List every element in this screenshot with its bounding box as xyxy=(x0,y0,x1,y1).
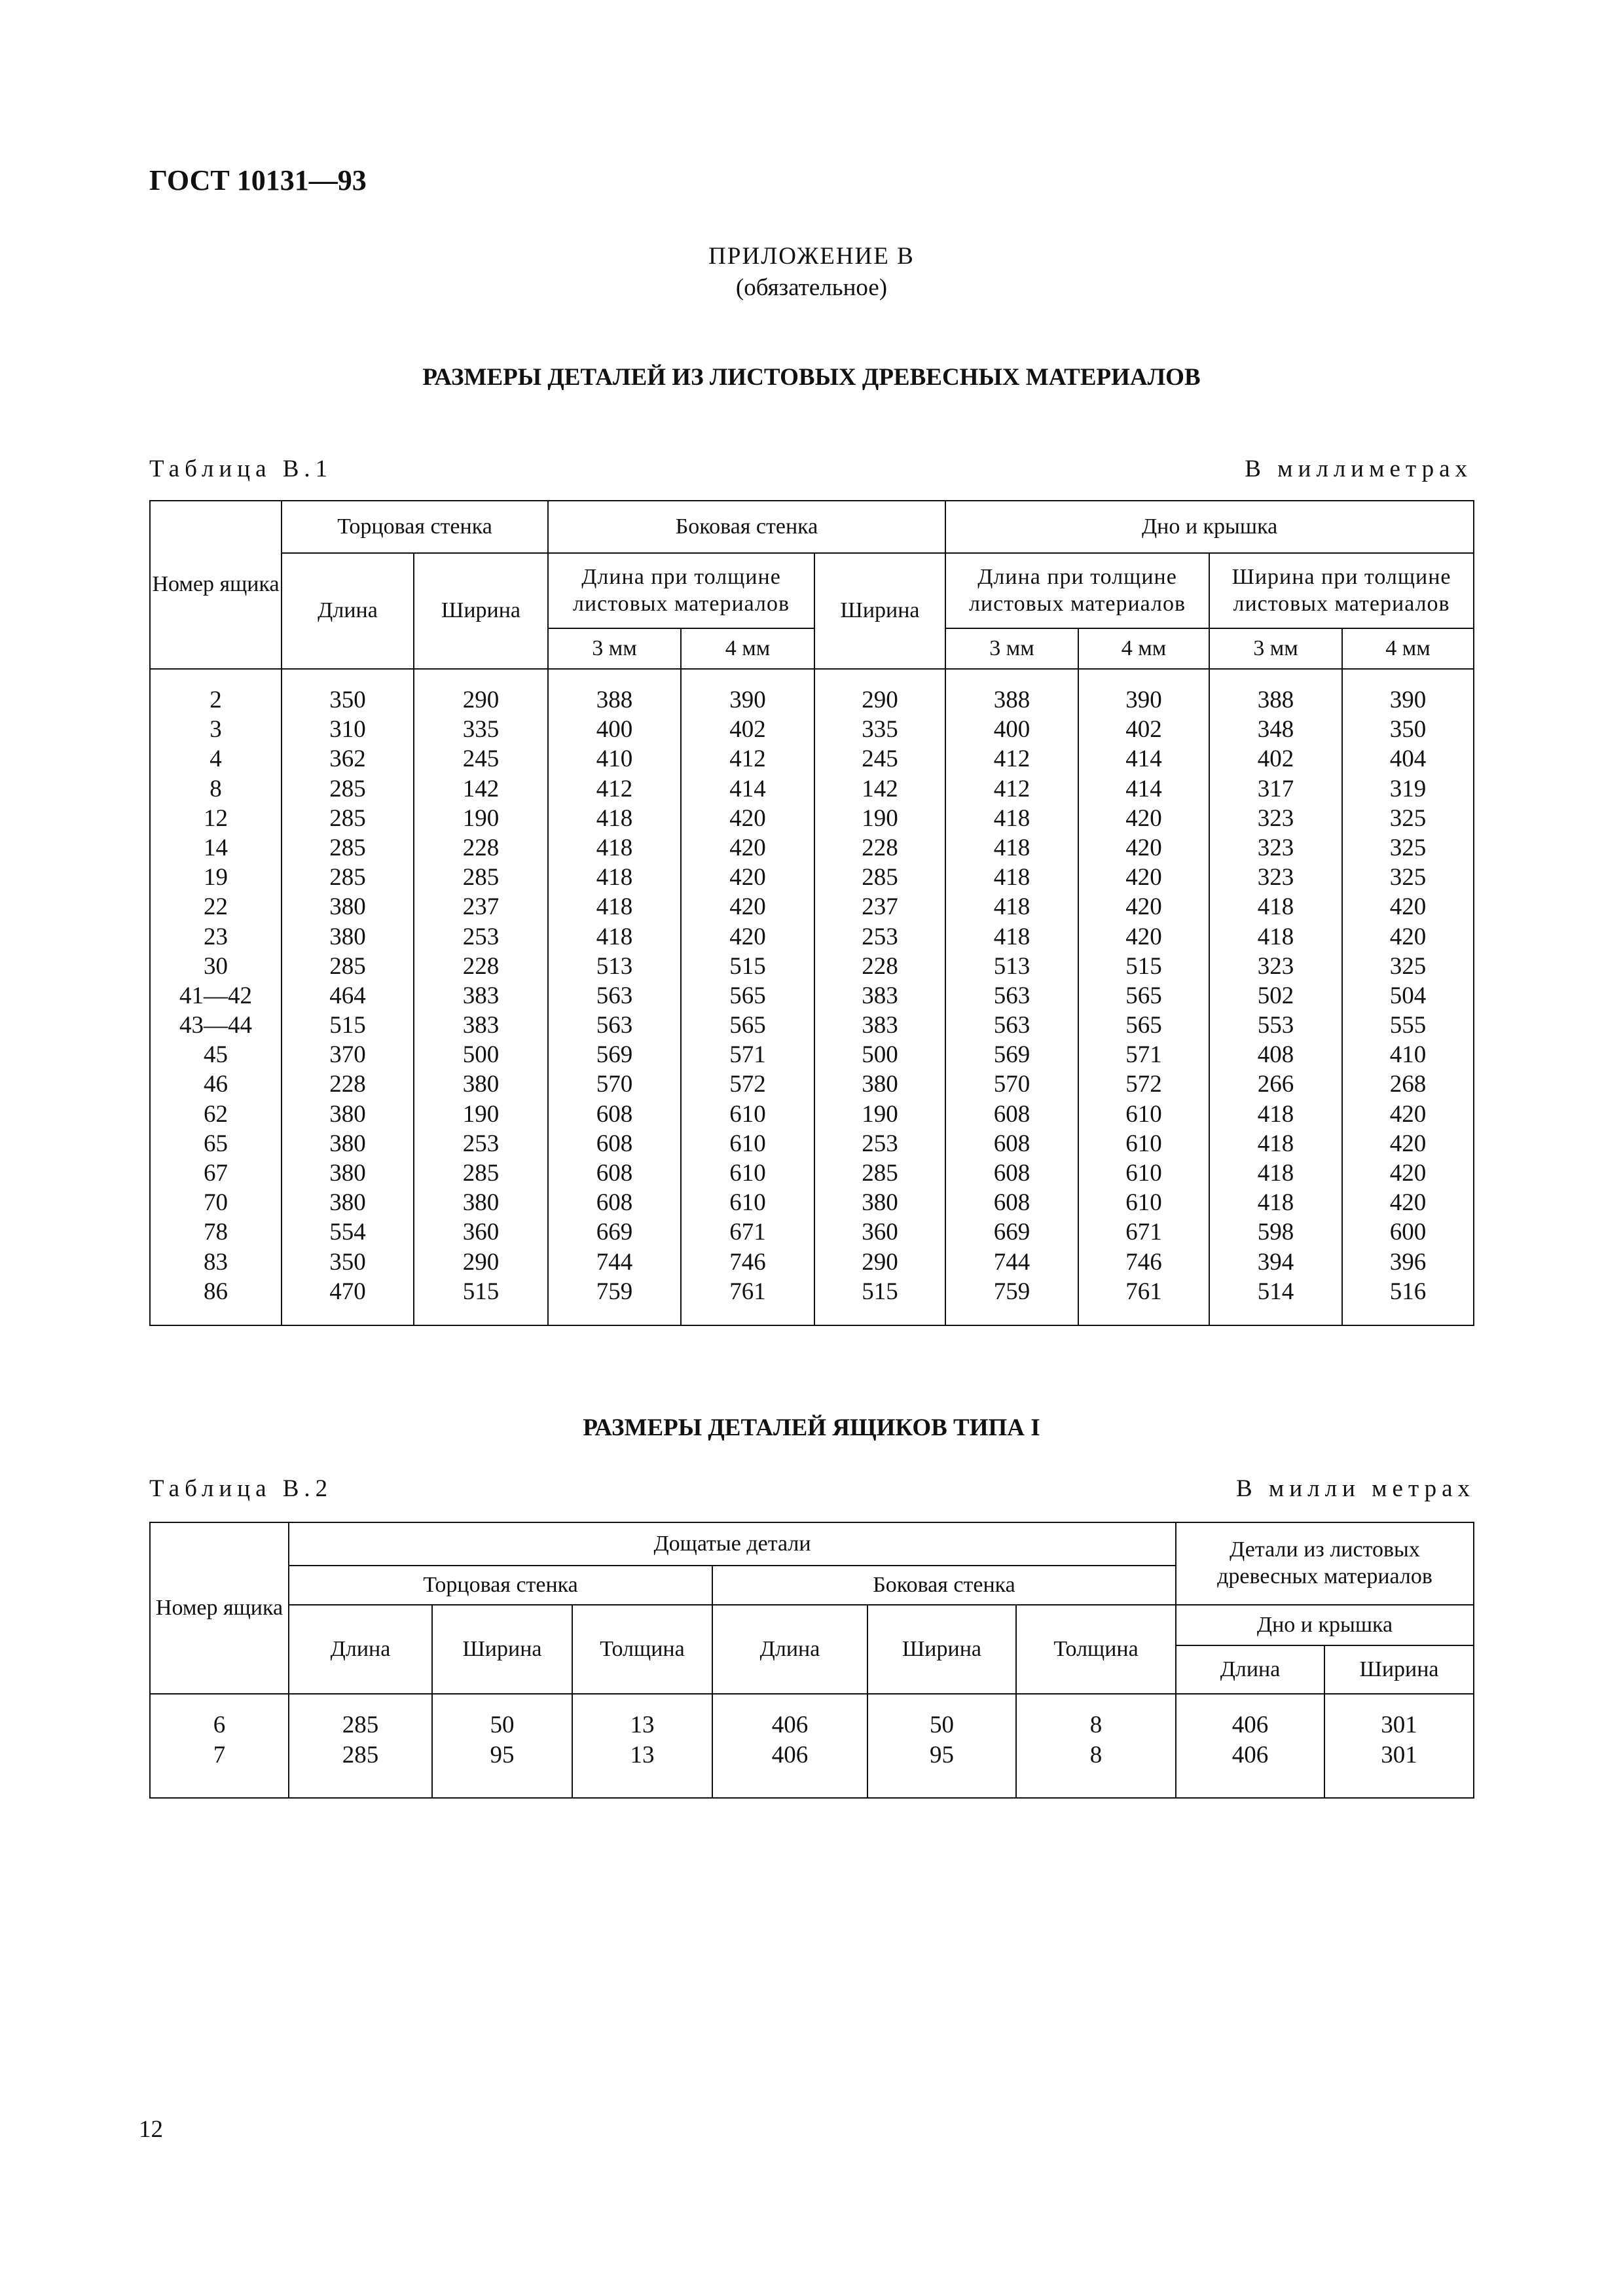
table-cell: 553 xyxy=(1257,1012,1294,1039)
table-cell: 418 xyxy=(596,893,633,921)
t2-col-end-thickness xyxy=(572,1694,712,1798)
table-cell: 290 xyxy=(462,1248,500,1276)
table-cell: 418 xyxy=(993,804,1030,832)
t2-col-side-length xyxy=(712,1694,867,1798)
table-cell: 608 xyxy=(993,1189,1030,1217)
table2-caption: Таблица В.2 xyxy=(149,1475,333,1502)
table-cell: 420 xyxy=(1389,1189,1427,1217)
table-cell: 8 xyxy=(1089,1712,1103,1738)
table-cell: 555 xyxy=(1389,1012,1427,1039)
table-cell: 515 xyxy=(862,1278,898,1305)
table-cell: 50 xyxy=(490,1712,515,1738)
table-cell: 610 xyxy=(729,1160,766,1187)
table-cell: 380 xyxy=(329,1189,366,1217)
table-cell: 418 xyxy=(993,893,1030,921)
table-cell: 420 xyxy=(1125,864,1162,891)
table-cell: 46 xyxy=(204,1071,228,1098)
table-cell: 608 xyxy=(993,1130,1030,1157)
table-cell: 414 xyxy=(1125,775,1162,802)
table-cell: 43—44 xyxy=(179,1012,252,1039)
table-cell: 383 xyxy=(462,1012,500,1039)
table-cell: 285 xyxy=(342,1712,379,1738)
table-cell: 610 xyxy=(1125,1130,1162,1157)
t1-header-box-number: Номер ящика xyxy=(150,501,282,669)
t2-header-side-width: Ширина xyxy=(867,1605,1016,1694)
table-cell: 418 xyxy=(993,864,1030,891)
table-cell: 420 xyxy=(729,923,766,950)
table-cell: 388 xyxy=(993,687,1030,713)
table-cell: 65 xyxy=(204,1130,228,1157)
t2-header-end-wall: Торцовая стенка xyxy=(289,1566,712,1605)
table-cell: 410 xyxy=(596,745,633,773)
table-cell: 571 xyxy=(729,1041,766,1069)
t1-col-box-number xyxy=(150,669,282,1325)
t1-col-side-length-4mm xyxy=(681,669,814,1325)
table-cell: 70 xyxy=(204,1189,228,1217)
t1-header-bottom-width-thickness: Ширина при толщине листовых материалов xyxy=(1209,553,1474,628)
table-cell: 285 xyxy=(329,804,366,832)
table-cell: 285 xyxy=(329,775,366,802)
table-cell: 412 xyxy=(596,775,633,802)
table-cell: 350 xyxy=(329,1248,366,1276)
table-cell: 285 xyxy=(862,864,898,891)
table-cell: 319 xyxy=(1389,775,1427,802)
table-cell: 380 xyxy=(329,1160,366,1187)
table-cell: 554 xyxy=(329,1219,366,1246)
table-cell: 317 xyxy=(1257,775,1294,802)
table-cell: 420 xyxy=(1389,893,1427,921)
table-cell: 420 xyxy=(1125,893,1162,921)
appendix-note: (обязательное) xyxy=(735,274,888,301)
table-cell: 414 xyxy=(729,775,766,802)
table-cell: 190 xyxy=(462,804,500,832)
table-cell: 228 xyxy=(462,834,500,861)
table-cell: 394 xyxy=(1257,1248,1294,1276)
table-cell: 268 xyxy=(1389,1071,1427,1098)
table-cell: 515 xyxy=(729,952,766,980)
table-cell: 420 xyxy=(1389,1130,1427,1157)
t2-header-end-length: Длина xyxy=(289,1605,432,1694)
table-cell: 41—42 xyxy=(179,982,252,1009)
t2-col-bottom-length xyxy=(1176,1694,1324,1798)
table-cell: 335 xyxy=(862,716,898,744)
table-cell: 390 xyxy=(1125,687,1162,713)
table-cell: 4 xyxy=(210,745,222,773)
t1-col-side-width xyxy=(814,669,945,1325)
table-cell: 2 xyxy=(210,687,222,713)
table-cell: 325 xyxy=(1389,834,1427,861)
table-cell: 142 xyxy=(862,775,898,802)
table-cell: 744 xyxy=(596,1248,633,1276)
table1 xyxy=(149,500,1474,1326)
table-cell: 380 xyxy=(862,1189,898,1217)
t1-header-side-length-thickness: Длина при толщине листовых материалов xyxy=(548,553,814,628)
table-cell: 380 xyxy=(462,1189,500,1217)
table-cell: 610 xyxy=(729,1100,766,1128)
table-cell: 323 xyxy=(1257,834,1294,861)
table-cell: 598 xyxy=(1257,1219,1294,1246)
table-cell: 253 xyxy=(462,923,500,950)
table-cell: 610 xyxy=(729,1189,766,1217)
table-cell: 515 xyxy=(1125,952,1162,980)
table-cell: 290 xyxy=(862,1248,898,1276)
t2-header-side-length: Длина xyxy=(712,1605,867,1694)
table-cell: 563 xyxy=(596,982,633,1009)
table-cell: 335 xyxy=(462,716,500,744)
table-cell: 6 xyxy=(213,1712,226,1738)
table-cell: 420 xyxy=(1125,834,1162,861)
table-cell: 3 xyxy=(210,716,222,744)
table-cell: 285 xyxy=(329,864,366,891)
table-cell: 228 xyxy=(329,1071,366,1098)
table-cell: 404 xyxy=(1389,745,1427,773)
t1-header-bottom-width-4mm: 4 мм xyxy=(1342,628,1474,669)
table-cell: 45 xyxy=(204,1041,228,1069)
t1-header-bottom-length-4mm: 4 мм xyxy=(1078,628,1209,669)
table-cell: 23 xyxy=(204,923,228,950)
table-cell: 759 xyxy=(596,1278,633,1305)
table-cell: 500 xyxy=(462,1041,500,1069)
table-cell: 390 xyxy=(1389,687,1427,713)
table-cell: 190 xyxy=(462,1100,500,1128)
table-cell: 400 xyxy=(993,716,1030,744)
table-cell: 360 xyxy=(462,1219,500,1246)
table-cell: 285 xyxy=(462,1160,500,1187)
table-cell: 237 xyxy=(462,893,500,921)
table-cell: 388 xyxy=(1257,687,1294,713)
table-cell: 245 xyxy=(462,745,500,773)
table-cell: 669 xyxy=(596,1219,633,1246)
table-cell: 86 xyxy=(204,1278,228,1305)
table-cell: 402 xyxy=(1257,745,1294,773)
table-cell: 285 xyxy=(862,1160,898,1187)
t1-col-bottom-width-4mm xyxy=(1342,669,1474,1325)
table-cell: 228 xyxy=(862,834,898,861)
table-cell: 50 xyxy=(930,1712,954,1738)
table-cell: 380 xyxy=(329,1100,366,1128)
table-cell: 418 xyxy=(993,923,1030,950)
table-cell: 406 xyxy=(771,1712,809,1738)
table-cell: 502 xyxy=(1257,982,1294,1009)
table-cell: 285 xyxy=(342,1742,379,1768)
table-cell: 418 xyxy=(1257,893,1294,921)
table-cell: 516 xyxy=(1389,1278,1427,1305)
table-cell: 513 xyxy=(596,952,633,980)
table-cell: 608 xyxy=(596,1130,633,1157)
table-cell: 390 xyxy=(729,687,766,713)
table-cell: 350 xyxy=(329,687,366,713)
table-cell: 418 xyxy=(1257,1100,1294,1128)
table-cell: 348 xyxy=(1257,716,1294,744)
table-cell: 228 xyxy=(862,952,898,980)
t2-header-bottom-width: Ширина xyxy=(1324,1645,1474,1694)
table-cell: 610 xyxy=(729,1130,766,1157)
table-cell: 610 xyxy=(1125,1189,1162,1217)
table2 xyxy=(149,1522,1474,1799)
table-cell: 285 xyxy=(329,834,366,861)
t1-col-bottom-length-4mm xyxy=(1078,669,1209,1325)
t1-header-side-4mm: 4 мм xyxy=(681,628,814,669)
table-cell: 608 xyxy=(596,1160,633,1187)
table-cell: 569 xyxy=(596,1041,633,1069)
table1-units: В миллиметрах xyxy=(1245,456,1472,482)
t2-header-box-number: Номер ящика xyxy=(150,1522,289,1694)
table-cell: 610 xyxy=(1125,1160,1162,1187)
table-cell: 412 xyxy=(993,775,1030,802)
table-cell: 414 xyxy=(1125,745,1162,773)
table-cell: 95 xyxy=(930,1742,954,1768)
table-cell: 761 xyxy=(729,1278,766,1305)
table-cell: 383 xyxy=(462,982,500,1009)
table1-caption: Таблица В.1 xyxy=(149,456,333,482)
table-cell: 78 xyxy=(204,1219,228,1246)
table-cell: 600 xyxy=(1389,1219,1427,1246)
t2-header-end-thickness: Толщина xyxy=(572,1605,712,1694)
table-cell: 513 xyxy=(993,952,1030,980)
t1-col-end-width xyxy=(414,669,548,1325)
t2-col-side-thickness xyxy=(1016,1694,1176,1798)
table-cell: 370 xyxy=(329,1041,366,1069)
table-cell: 325 xyxy=(1389,804,1427,832)
table2-section-title: РАЗМЕРЫ ДЕТАЛЕЙ ЯЩИКОВ ТИПА I xyxy=(583,1414,1040,1441)
table-cell: 7 xyxy=(213,1742,226,1768)
table-cell: 563 xyxy=(596,1012,633,1039)
table-cell: 325 xyxy=(1389,952,1427,980)
table-cell: 285 xyxy=(329,952,366,980)
t1-col-side-length-3mm xyxy=(548,669,681,1325)
table-cell: 420 xyxy=(1125,923,1162,950)
table-cell: 418 xyxy=(1257,1160,1294,1187)
table-cell: 761 xyxy=(1125,1278,1162,1305)
table-cell: 420 xyxy=(729,864,766,891)
table-cell: 383 xyxy=(862,982,898,1009)
table-cell: 563 xyxy=(993,982,1030,1009)
table-cell: 744 xyxy=(993,1248,1030,1276)
table-cell: 12 xyxy=(204,804,228,832)
table-cell: 412 xyxy=(729,745,766,773)
table-cell: 420 xyxy=(729,804,766,832)
table-cell: 418 xyxy=(1257,1189,1294,1217)
t2-col-end-width xyxy=(432,1694,572,1798)
table-cell: 62 xyxy=(204,1100,228,1128)
document-code: ГОСТ 10131—93 xyxy=(149,164,367,196)
table-cell: 410 xyxy=(1389,1041,1427,1069)
table-cell: 323 xyxy=(1257,952,1294,980)
t2-header-side-wall: Боковая стенка xyxy=(712,1566,1176,1605)
table-cell: 608 xyxy=(596,1100,633,1128)
t1-header-end-wall: Торцовая стенка xyxy=(282,501,548,553)
table-cell: 418 xyxy=(596,864,633,891)
table-cell: 570 xyxy=(596,1071,633,1098)
table-cell: 380 xyxy=(329,1130,366,1157)
t2-header-end-width: Ширина xyxy=(432,1605,572,1694)
table-cell: 572 xyxy=(1125,1071,1162,1098)
table-cell: 266 xyxy=(1257,1071,1294,1098)
t1-header-end-length: Длина xyxy=(282,553,414,669)
table-cell: 301 xyxy=(1381,1742,1417,1768)
table-cell: 13 xyxy=(630,1712,655,1738)
table-cell: 14 xyxy=(204,834,228,861)
table-cell: 350 xyxy=(1389,716,1427,744)
table-cell: 406 xyxy=(1231,1712,1269,1738)
table-cell: 420 xyxy=(1389,923,1427,950)
table-cell: 470 xyxy=(329,1278,366,1305)
table-cell: 362 xyxy=(329,745,366,773)
table-cell: 759 xyxy=(993,1278,1030,1305)
table-cell: 380 xyxy=(462,1071,500,1098)
table-cell: 565 xyxy=(1125,982,1162,1009)
table-cell: 418 xyxy=(596,923,633,950)
table-cell: 565 xyxy=(729,1012,766,1039)
table-cell: 228 xyxy=(462,952,500,980)
table-cell: 420 xyxy=(1125,804,1162,832)
table-cell: 565 xyxy=(729,982,766,1009)
table-cell: 570 xyxy=(993,1071,1030,1098)
table2-units: В милли метрах xyxy=(1235,1475,1475,1502)
t2-col-box-number xyxy=(150,1694,289,1798)
table-cell: 406 xyxy=(1231,1742,1269,1768)
t2-header-plank-parts: Дощатые детали xyxy=(289,1522,1176,1566)
t1-col-bottom-length-3mm xyxy=(945,669,1078,1325)
t1-header-bottom-length-thickness: Длина при толщине листовых материалов xyxy=(945,553,1209,628)
t1-header-side-width: Ширина xyxy=(814,553,945,669)
table-cell: 396 xyxy=(1389,1248,1427,1276)
table-cell: 608 xyxy=(993,1160,1030,1187)
table-cell: 245 xyxy=(862,745,898,773)
table-cell: 290 xyxy=(462,687,500,713)
table-cell: 8 xyxy=(210,775,222,802)
table-cell: 83 xyxy=(204,1248,228,1276)
table-cell: 569 xyxy=(993,1041,1030,1069)
t2-col-side-width xyxy=(867,1694,1016,1798)
table-cell: 418 xyxy=(1257,1130,1294,1157)
table-cell: 383 xyxy=(862,1012,898,1039)
appendix-title: ПРИЛОЖЕНИЕ В xyxy=(708,243,915,270)
table-cell: 420 xyxy=(729,893,766,921)
table-cell: 746 xyxy=(1125,1248,1162,1276)
table-cell: 412 xyxy=(993,745,1030,773)
table-cell: 418 xyxy=(993,834,1030,861)
t1-header-bottom-length-3mm: 3 мм xyxy=(945,628,1078,669)
t2-col-end-length xyxy=(289,1694,432,1798)
table-cell: 406 xyxy=(771,1742,809,1768)
table-cell: 190 xyxy=(862,1100,898,1128)
table-cell: 325 xyxy=(1389,864,1427,891)
table-cell: 418 xyxy=(1257,923,1294,950)
table-cell: 610 xyxy=(1125,1100,1162,1128)
table-cell: 290 xyxy=(862,687,898,713)
table-cell: 746 xyxy=(729,1248,766,1276)
table-cell: 253 xyxy=(862,923,898,950)
table-cell: 30 xyxy=(204,952,228,980)
t1-header-bottom-width-3mm: 3 мм xyxy=(1209,628,1342,669)
table-cell: 515 xyxy=(462,1278,500,1305)
table-cell: 19 xyxy=(204,864,228,891)
t1-header-end-width: Ширина xyxy=(414,553,548,669)
table-cell: 420 xyxy=(1389,1160,1427,1187)
table-cell: 418 xyxy=(596,834,633,861)
t2-header-sheet-parts: Детали из листовых древесных материалов xyxy=(1176,1522,1474,1605)
t2-header-side-thickness: Толщина xyxy=(1016,1605,1176,1694)
table-cell: 408 xyxy=(1257,1041,1294,1069)
table-cell: 253 xyxy=(862,1130,898,1157)
table-cell: 515 xyxy=(329,1012,366,1039)
table-cell: 8 xyxy=(1089,1742,1103,1768)
table-cell: 571 xyxy=(1125,1041,1162,1069)
table-cell: 669 xyxy=(993,1219,1030,1246)
table-cell: 95 xyxy=(490,1742,515,1768)
table-cell: 380 xyxy=(329,923,366,950)
table-cell: 402 xyxy=(1125,716,1162,744)
table-cell: 572 xyxy=(729,1071,766,1098)
table-cell: 402 xyxy=(729,716,766,744)
table-cell: 22 xyxy=(204,893,228,921)
table1-section-title: РАЗМЕРЫ ДЕТАЛЕЙ ИЗ ЛИСТОВЫХ ДРЕВЕСНЫХ МАТЕРИАЛОВ xyxy=(422,364,1201,391)
table-cell: 514 xyxy=(1257,1278,1294,1305)
table-cell: 310 xyxy=(329,716,366,744)
t2-header-bottom-lid: Дно и крышка xyxy=(1176,1605,1474,1645)
table-cell: 253 xyxy=(462,1130,500,1157)
page-number: 12 xyxy=(139,2116,163,2143)
t1-header-side-wall: Боковая стенка xyxy=(548,501,945,553)
t1-header-bottom-lid: Дно и крышка xyxy=(945,501,1474,553)
table-cell: 360 xyxy=(862,1219,898,1246)
table-cell: 67 xyxy=(204,1160,228,1187)
table-cell: 400 xyxy=(596,716,633,744)
table-cell: 285 xyxy=(462,864,500,891)
table-cell: 323 xyxy=(1257,804,1294,832)
t1-col-bottom-width-3mm xyxy=(1209,669,1342,1325)
t2-col-bottom-width xyxy=(1324,1694,1474,1798)
table-cell: 608 xyxy=(596,1189,633,1217)
t1-header-side-3mm: 3 мм xyxy=(548,628,681,669)
table-cell: 380 xyxy=(329,893,366,921)
table-cell: 504 xyxy=(1389,982,1427,1009)
table-cell: 420 xyxy=(729,834,766,861)
table-cell: 420 xyxy=(1389,1100,1427,1128)
table-cell: 464 xyxy=(329,982,366,1009)
table-cell: 608 xyxy=(993,1100,1030,1128)
table-cell: 418 xyxy=(596,804,633,832)
table-cell: 563 xyxy=(993,1012,1030,1039)
table-cell: 13 xyxy=(630,1742,655,1768)
table-cell: 671 xyxy=(729,1219,766,1246)
table-cell: 671 xyxy=(1125,1219,1162,1246)
table-cell: 323 xyxy=(1257,864,1294,891)
table-cell: 565 xyxy=(1125,1012,1162,1039)
table-cell: 301 xyxy=(1381,1712,1417,1738)
t1-col-end-length xyxy=(282,669,414,1325)
table-cell: 190 xyxy=(862,804,898,832)
table-cell: 380 xyxy=(862,1071,898,1098)
t2-header-bottom-length: Длина xyxy=(1176,1645,1324,1694)
table-cell: 500 xyxy=(862,1041,898,1069)
table-cell: 388 xyxy=(596,687,633,713)
table-cell: 237 xyxy=(862,893,898,921)
table-cell: 142 xyxy=(462,775,500,802)
